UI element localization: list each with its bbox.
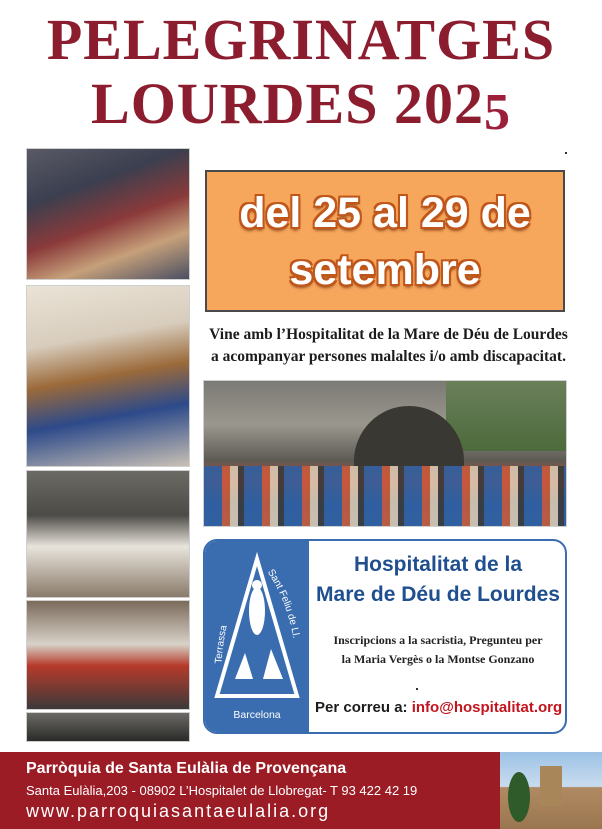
- photo-crowd: [204, 466, 566, 526]
- hospitalitat-panel: [203, 539, 567, 734]
- email-label: Per correu a:: [315, 699, 408, 716]
- parish-address: Santa Eulàlia,203 - 08902 L’Hospitalet de Llobregat- T 93 422 42 19: [26, 783, 418, 798]
- photo-lourdes-grotto-crowd: [203, 380, 567, 527]
- email-link[interactable]: info@hospitalitat.org: [411, 699, 563, 716]
- poster-title-line1: PELEGRINATGES: [46, 7, 556, 72]
- hospitalitat-name-line1: Hospitalitat de la: [353, 553, 523, 576]
- logo-text-bottom: Barcelona: [233, 709, 281, 721]
- inscriptions-line1: Inscripcions a la sacristia, Pregunteu per: [333, 633, 543, 647]
- photo-virgin-statue: [26, 285, 190, 467]
- photo-pilgrims-wheelchairs: [26, 148, 190, 280]
- parish-name: Parròquia de Santa Eulàlia de Provençana: [26, 760, 347, 777]
- dates-line1: del 25 al 29 de: [239, 189, 531, 237]
- poster-title-line2: [0, 70, 602, 141]
- invitation-line1: Vine amb l’Hospitalitat de la Mare de Déu de Lourdes: [209, 326, 568, 343]
- photo-church: [500, 752, 602, 829]
- decorative-dot: [565, 152, 567, 154]
- logo-text-left: Terrassa: [213, 624, 230, 665]
- parish-footer: [0, 752, 500, 829]
- photo-grotto-strip: [26, 712, 190, 742]
- photo-group-volunteers: [26, 600, 190, 710]
- hospitalitat-logo: [205, 541, 309, 732]
- logo-text-right: Sant Feliu de Ll.: [264, 567, 302, 640]
- inscriptions-line2: la Maria Vergès o la Montse Gonzano: [341, 652, 535, 666]
- invitation-line2: a acompanyar persones malaltes i/o amb discapacitat.: [211, 348, 566, 365]
- dates-box: [205, 170, 565, 312]
- logo-triangle-icon: [205, 541, 309, 732]
- photo-trees: [446, 381, 566, 451]
- email-line: [315, 699, 565, 716]
- dates-line2: setembre: [289, 246, 481, 294]
- invitation-text: [196, 324, 581, 368]
- decorative-tick: [416, 688, 418, 690]
- title-year-prefix: LOURDES 202: [91, 71, 484, 136]
- title-year-last-digit: 5: [483, 84, 511, 141]
- photo-bishop-mass: [26, 470, 190, 598]
- church-tree: [508, 772, 530, 822]
- parish-website-link[interactable]: www.parroquiasantaeulalia.org: [26, 801, 331, 821]
- hospitalitat-name-line2: Mare de Déu de Lourdes: [316, 583, 560, 606]
- church-tower: [540, 766, 562, 806]
